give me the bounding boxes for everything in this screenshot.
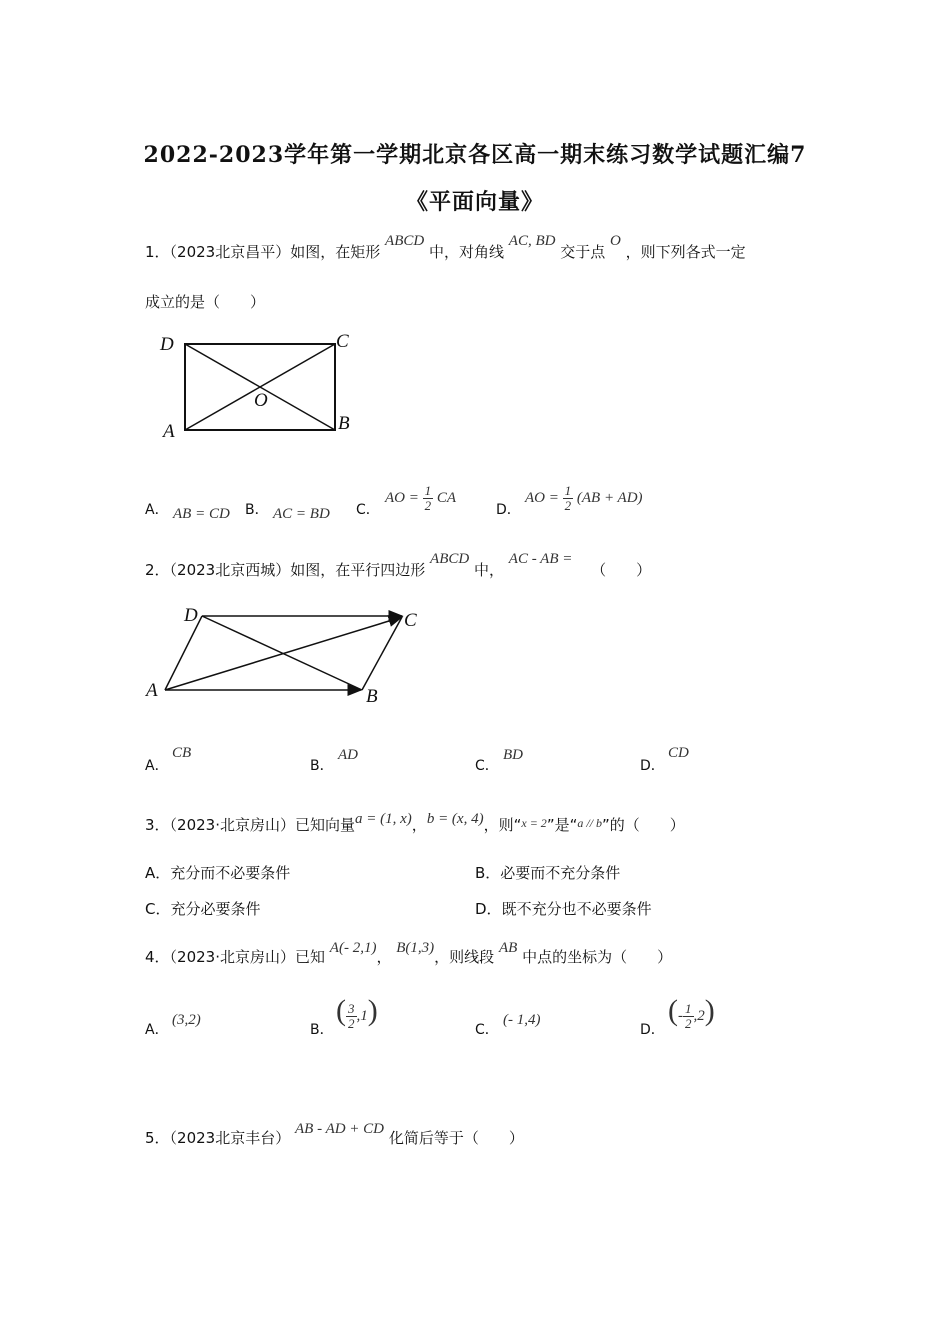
q4-option-a-math: (3,2) — [172, 1012, 201, 1028]
q4-option-d-label[interactable]: D． — [640, 1022, 665, 1038]
q1-option-c-math: AO = $\frac{1}{2}$ CA — [385, 483, 457, 513]
q1-text-2: 中，对角线 — [428, 243, 504, 261]
q1-option-c-label[interactable]: C． — [356, 502, 380, 518]
q1-option-a-math: AB = CD — [173, 506, 230, 522]
q1-option-a-label[interactable]: A． — [145, 502, 169, 518]
q4-option-a-label[interactable]: A． — [145, 1022, 169, 1038]
question-1-line — [145, 233, 746, 262]
q1-fig-label-a: A — [163, 421, 175, 442]
q1-source: （2023北京昌平） — [169, 243, 291, 261]
q4-source: （2023·北京房山） — [169, 948, 295, 966]
q1-fig-label-b: B — [338, 413, 350, 434]
q3-text-3: ，则“ — [483, 816, 522, 834]
q4-option-c-label[interactable]: C． — [475, 1022, 499, 1038]
page-subtitle: 《平面向量》 — [405, 189, 544, 215]
q1-option-d-label[interactable]: D． — [496, 502, 521, 518]
q2-source: （2023北京西城） — [169, 561, 291, 579]
q3-number: 3． — [145, 816, 170, 834]
q3-math-parallel: a // b — [577, 816, 603, 830]
q4-text-2: ， — [376, 948, 392, 966]
q2-fig-label-d: D — [184, 605, 198, 626]
q4-option-c-math: (- 1,4) — [503, 1012, 541, 1028]
q4-option-d-math: (- $\frac{1}{2}$ ,2) — [668, 994, 715, 1032]
question-4-line — [145, 940, 673, 967]
q3-option-a[interactable]: A．充分而不必要条件 — [145, 864, 291, 882]
q1-option-b-math: AC = BD — [273, 506, 330, 522]
q2-fig-label-b: B — [366, 686, 378, 707]
q2-option-d-math: CD — [668, 745, 689, 761]
q2-option-c-label[interactable]: C． — [475, 758, 499, 774]
q1-line-2: 成立的是（ ） — [145, 293, 266, 311]
q2-fig-label-c: C — [404, 610, 417, 631]
q2-option-a-label[interactable]: A． — [145, 758, 169, 774]
q1-number: 1． — [145, 243, 170, 261]
q2-parallelogram-figure — [140, 600, 430, 710]
q1-fig-label-o: O — [254, 390, 268, 411]
q1-math-diagonals: AC, BD — [508, 233, 556, 249]
question-5-line — [145, 1121, 524, 1148]
q3-option-c[interactable]: C．充分必要条件 — [145, 900, 261, 918]
q4-option-b-math: ( $\frac{3}{2}$ ,1) — [336, 994, 378, 1032]
q2-option-c-math: BD — [503, 747, 523, 763]
q4-text-3: ，则线段 — [434, 948, 495, 966]
q1-math-o: O — [610, 233, 621, 249]
q4-math-b: B(1,3) — [396, 940, 435, 956]
q1-text-1: 如图，在矩形 — [290, 243, 381, 261]
q2-math-expression: AC - AB = — [508, 551, 573, 567]
q3-text-5: ”的（ ） — [602, 816, 685, 834]
page-title: 2022-2023学年第一学期北京各区高一期末练习数学试题汇编7 — [143, 142, 807, 168]
q1-option-b-label[interactable]: B． — [245, 502, 269, 518]
question-2-line — [145, 551, 652, 580]
q2-fig-label-a: A — [146, 680, 158, 701]
q5-source: （2023北京丰台） — [169, 1129, 291, 1147]
q3-text-1: 已知向量 — [295, 816, 356, 834]
q3-text-4: ”是“ — [546, 816, 578, 834]
q2-text-3: （ ） — [591, 561, 652, 579]
q3-math-b: b = (x, 4) — [426, 811, 484, 827]
q1-fig-label-c: C — [336, 331, 349, 352]
q1-text-3: 交于点 — [560, 243, 606, 261]
q5-number: 5． — [145, 1129, 170, 1147]
q5-math-expression: AB - AD + CD — [295, 1121, 385, 1137]
q1-rectangle-figure — [150, 325, 370, 445]
q2-text-2: 中， — [473, 561, 504, 579]
q1-fig-label-d: D — [160, 334, 174, 355]
q3-option-d[interactable]: D．既不充分也不必要条件 — [475, 900, 652, 918]
q2-option-b-label[interactable]: B． — [310, 758, 334, 774]
q4-option-b-label[interactable]: B． — [310, 1022, 334, 1038]
q2-text-1: 如图，在平行四边形 — [290, 561, 426, 579]
question-3-line — [145, 811, 685, 835]
q4-number: 4． — [145, 948, 170, 966]
q3-text-2: ， — [411, 816, 427, 834]
q5-text-1: 化简后等于（ ） — [388, 1129, 524, 1147]
q4-math-ab: AB — [498, 940, 518, 956]
q4-text-1: 已知 — [295, 948, 326, 966]
q2-option-d-label[interactable]: D． — [640, 758, 665, 774]
q3-math-a: a = (1, x) — [355, 811, 412, 827]
q1-option-d-math: AO = $\frac{1}{2}$ (AB + AD) — [525, 483, 643, 513]
q3-math-x: x = 2 — [521, 816, 547, 830]
q2-option-b-math: AD — [338, 747, 358, 763]
q1-math-abcd: ABCD — [385, 233, 425, 249]
q1-text-4: ，则下列各式一定 — [625, 243, 746, 261]
q3-source: （2023·北京房山） — [169, 816, 295, 834]
q4-text-4: 中点的坐标为（ ） — [522, 948, 673, 966]
q4-math-a: A(- 2,1) — [329, 940, 377, 956]
q2-number: 2． — [145, 561, 170, 579]
q2-option-a-math: CB — [172, 745, 192, 761]
q3-option-b[interactable]: B．必要而不充分条件 — [475, 864, 621, 882]
q2-math-abcd: ABCD — [430, 551, 470, 567]
